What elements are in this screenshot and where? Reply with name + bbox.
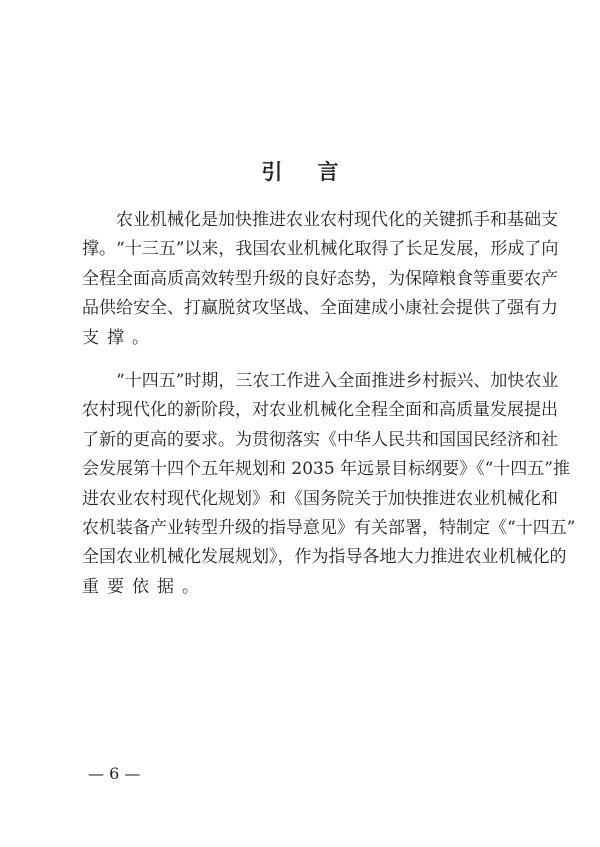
text-line: 农业机械化是加快推进农业农村现代化的关键抓手和基础支 [116, 210, 558, 230]
text-line: 农机装备产业转型升级的指导意见》有关部署，特制定《“十四五” [82, 517, 576, 538]
page-number: — 6 — [88, 764, 141, 783]
text-line: 品供给安全、打赢脱贫攻坚战、全面建成小康社会提供了强有力 [82, 298, 558, 319]
page-title: 引 言 [261, 159, 353, 184]
text-line: 全程全面高质高效转型升级的良好态势，为保障粮食等重要农产 [82, 268, 558, 289]
paragraph-2 [82, 367, 576, 602]
text-line: 支撑。 [82, 327, 157, 348]
text-line: 全国农业机械化发展规划》，作为指导各地大力推进农业机械化的 [82, 547, 567, 568]
text-line: 会发展第十四个五年规划和 2035 年远景目标纲要》《“十四五”推 [82, 459, 570, 480]
text-line: 进农业农村现代化规划》和《国务院关于加快推进农业机械化和 [82, 488, 558, 509]
text-line: 了新的更高的要求。为贯彻落实《中华人民共和国国民经济和社 [82, 429, 558, 450]
text-line: 农村现代化的新阶段，对农业机械化全程全面和高质量发展提出 [82, 400, 558, 421]
paragraph-1 [82, 206, 559, 353]
text-line: “十四五”时期，三农工作进入全面推进乡村振兴、加快农业 [116, 370, 559, 391]
text-line: 重要依据。 [82, 576, 207, 597]
document-body [82, 206, 576, 602]
text-line: 撑。“十三五”以来，我国农业机械化取得了长足发展，形成了向 [82, 239, 559, 260]
